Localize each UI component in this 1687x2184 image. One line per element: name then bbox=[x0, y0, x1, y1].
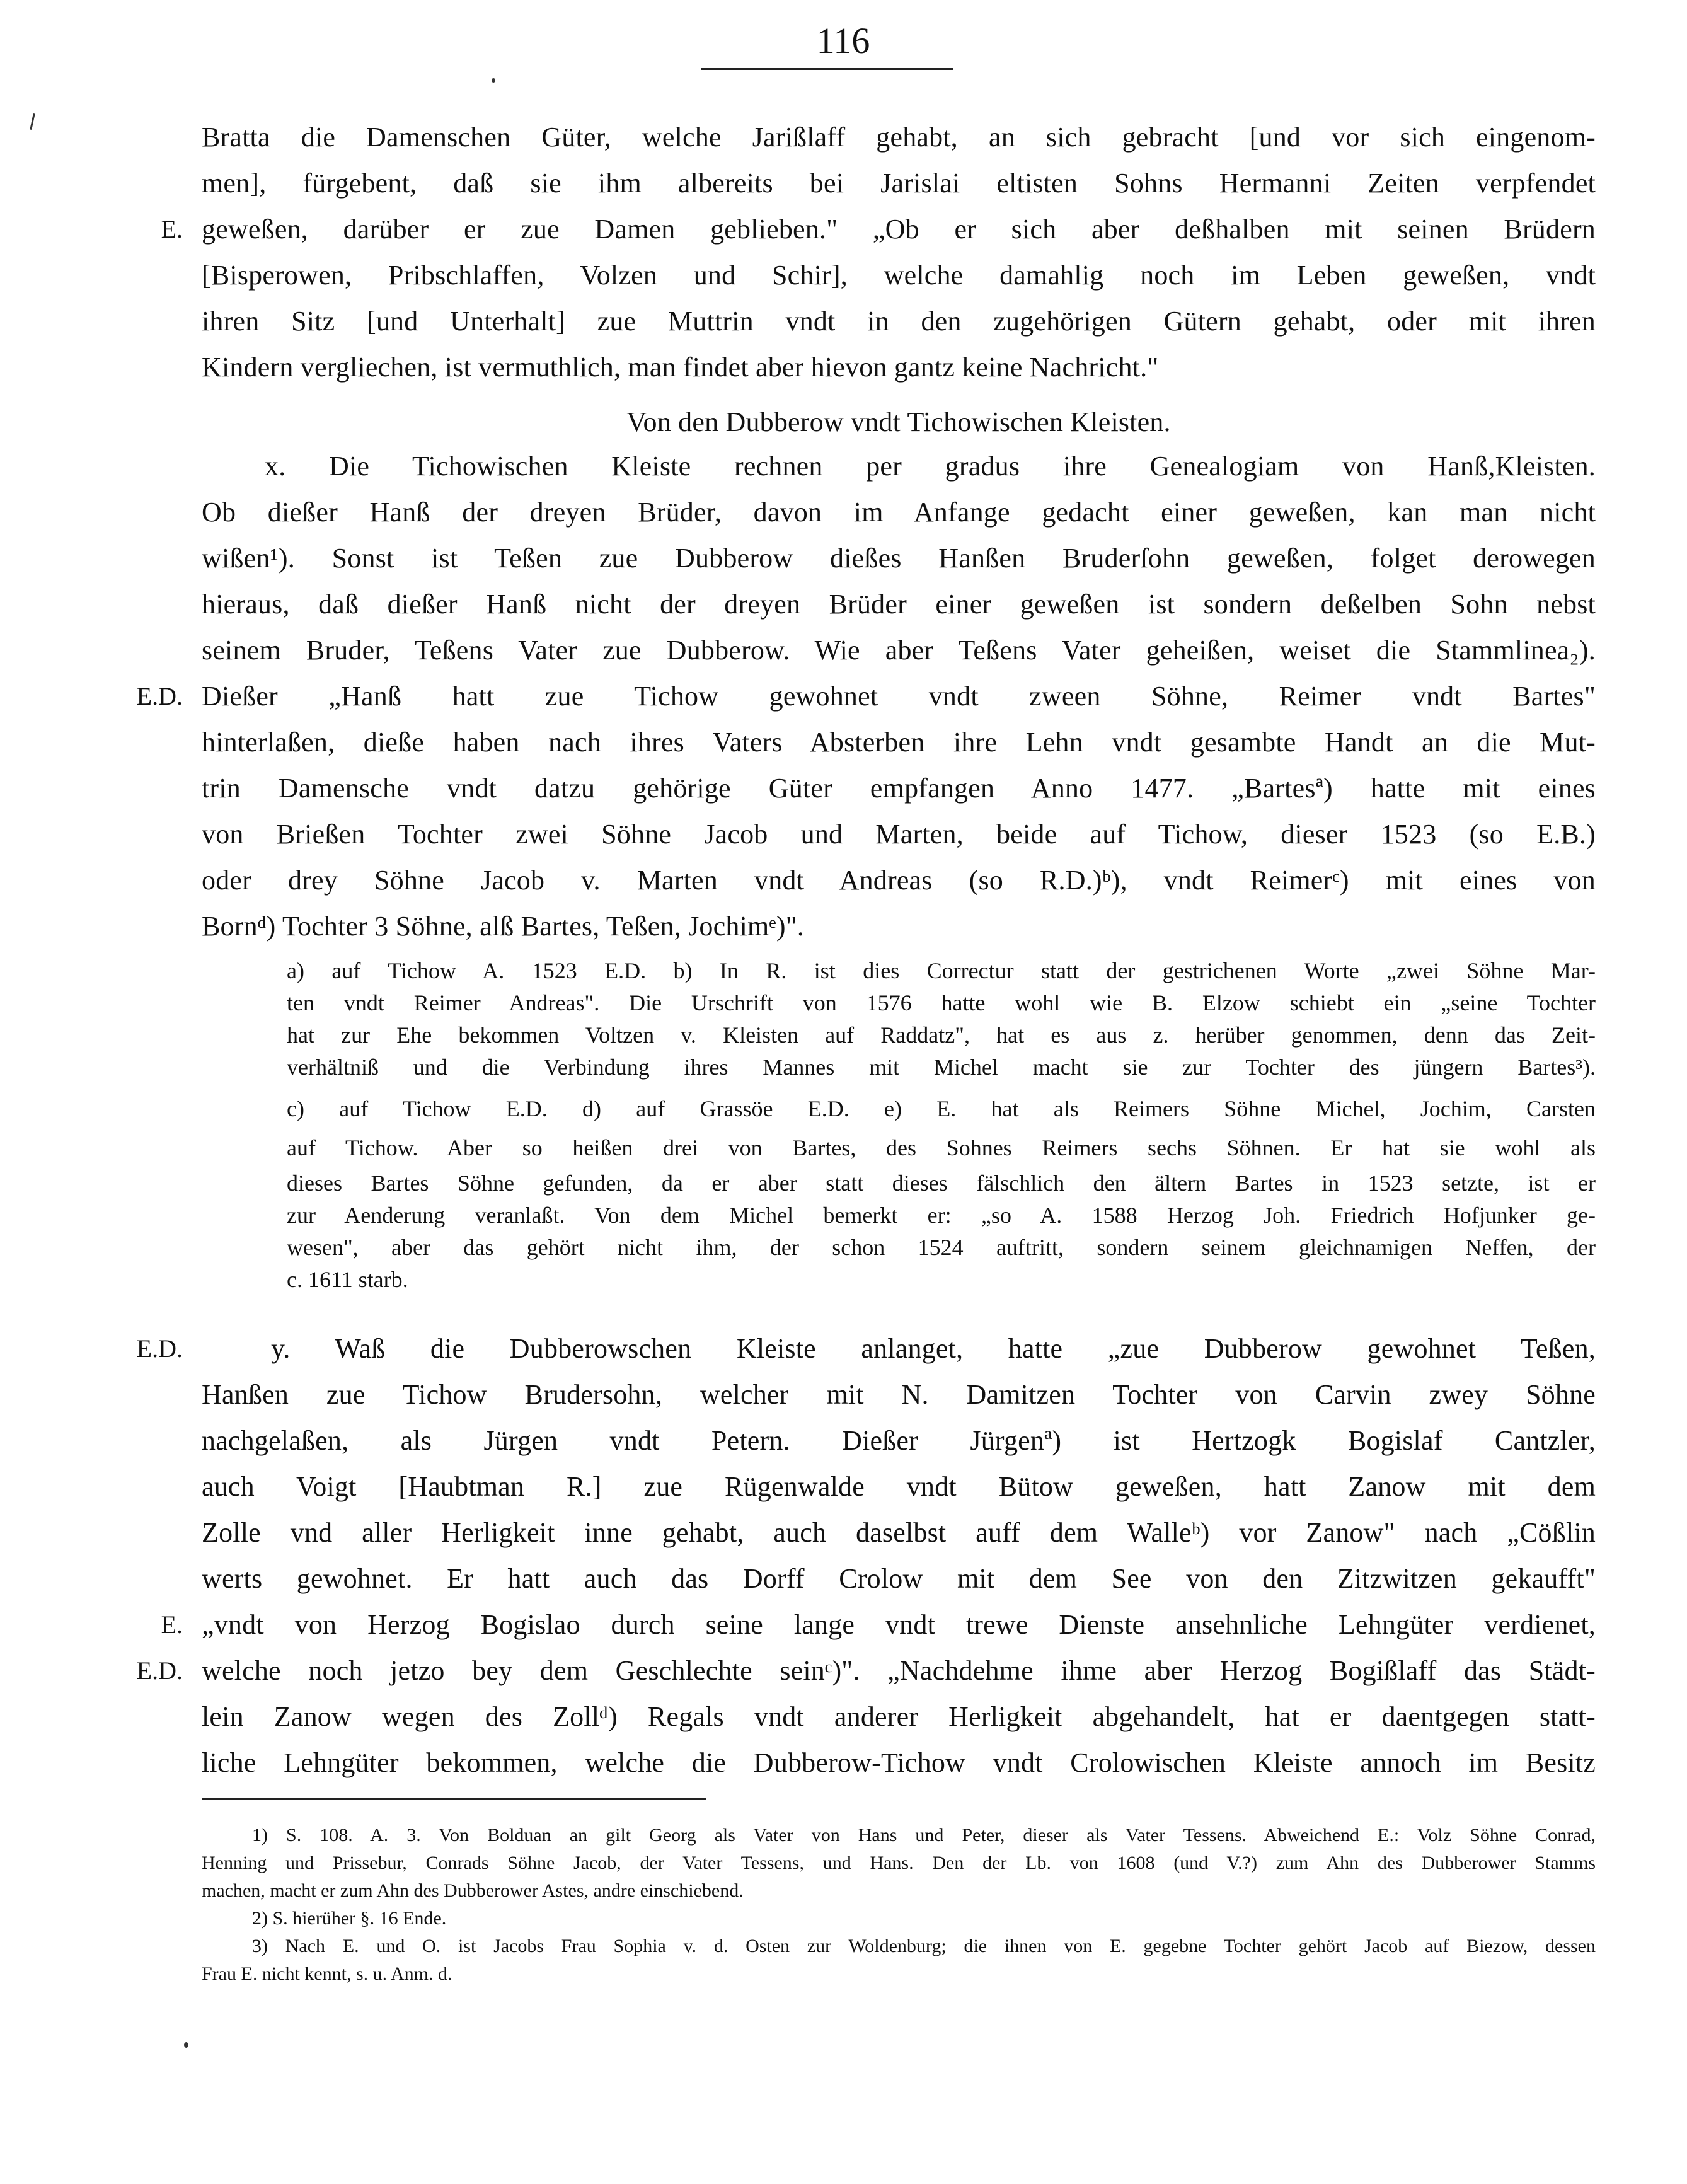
text-line: liche Lehngüter bekommen, welche die Dubberow-Tichow vndt Crolowischen Kleiste annoch im Besitz bbox=[202, 1747, 1596, 1778]
footnote-line: Henning und Prissebur, Conrads Söhne Jacob, der Vater Tessens, und Hans. Den der Lb. von 1608 (und V.?) zum Ahn des Dubberower Stamms bbox=[202, 1852, 1596, 1873]
text-line: y. Waß die Dubberowschen Kleiste anlanget, hatte „zue Dubberow gewohnet Teßen, bbox=[271, 1333, 1596, 1364]
footnote-line: 3) Nach E. und O. ist Jacobs Frau Sophia v. d. Osten zur Woldenburg; die ihnen von E. gegebne Tochter gehört Jacob auf Biezow, dessen bbox=[252, 1936, 1596, 1956]
text-line: x. Die Tichowischen Kleiste rechnen per gradus ihre Genealogiam von Hanß,Kleisten. bbox=[265, 451, 1596, 482]
note-line: ten vndt Reimer Andreas". Die Urschrift von 1576 hatte wohl wie B. Elzow schiebt ein „seine Tochter bbox=[287, 990, 1596, 1015]
text-line: nachgelaßen, als Jürgen vndt Petern. Dießer Jürgenª) ist Hertzogk Bogislaf Cantzler, bbox=[202, 1425, 1596, 1456]
footnote-line: 1) S. 108. A. 3. Von Bolduan an gilt Georg als Vater von Hans und Peter, dieser als Vater Tessens. Abweichend E.: Volz Söhne Conrad, bbox=[252, 1825, 1596, 1846]
text-line: oder drey Söhne Jacob v. Marten vndt Andreas (so R.D.)ᵇ), vndt Reimerᶜ) mit eines von bbox=[202, 865, 1596, 896]
text-line: trin Damensche vndt datzu gehörige Güter empfangen Anno 1477. „Bartesª) hatte mit eines bbox=[202, 773, 1596, 804]
margin-source-label: E.D. bbox=[136, 682, 183, 710]
note-line: c) auf Tichow E.D. d) auf Grassöe E.D. e) E. hat als Reimers Söhne Michel, Jochim, Carsten bbox=[287, 1096, 1596, 1121]
footnote-rule bbox=[202, 1798, 706, 1800]
footnote-line: machen, macht er zum Ahn des Dubberower Astes, andre einschiebend. bbox=[202, 1880, 744, 1901]
note-line: zur Aenderung veranlaßt. Von dem Michel bemerkt er: „so A. 1588 Herzog Joh. Friedrich Hofjunker ge- bbox=[287, 1203, 1596, 1228]
text-line: Hanßen zue Tichow Brudersohn, welcher mit N. Damitzen Tochter von Carvin zwey Söhne bbox=[202, 1379, 1596, 1410]
text-line: auch Voigt [Haubtman R.] zue Rügenwalde vndt Bütow geweßen, hatt Zanow mit dem bbox=[202, 1471, 1596, 1502]
margin-source-label: E.D. bbox=[136, 1334, 183, 1363]
text-line: Bratta die Damenschen Güter, welche Jarißlaff gehabt, an sich gebracht [und vor sich eingenom- bbox=[202, 122, 1596, 153]
note-line: c. 1611 starb. bbox=[287, 1267, 408, 1292]
section-heading: Von den Dubberow vndt Tichowischen Kleisten. bbox=[626, 407, 1171, 437]
note-line: wesen", aber das gehört nicht ihm, der schon 1524 auftritt, sondern seinem gleichnamigen Neffen, der bbox=[287, 1235, 1596, 1260]
text-line: men], fürgebent, daß sie ihm albereits bei Jarislai eltisten Sohns Hermanni Zeiten verpfendet bbox=[202, 168, 1596, 199]
text-line: Dießer „Hanß hatt zue Tichow gewohnet vndt zween Söhne, Reimer vndt Bartes" bbox=[202, 681, 1596, 712]
note-line: auf Tichow. Aber so heißen drei von Bartes, des Sohnes Reimers sechs Söhnen. Er hat sie wohl als bbox=[287, 1135, 1596, 1160]
text-line: lein Zanow wegen des Zollᵈ) Regals vndt anderer Herligkeit abgehandelt, hat er daentgegen statt- bbox=[202, 1701, 1596, 1732]
footnote-line: Frau E. nicht kennt, s. u. Anm. d. bbox=[202, 1963, 452, 1984]
text-line: Bornᵈ) Tochter 3 Söhne, alß Bartes, Teßen, Jochimᵉ)". bbox=[202, 911, 805, 942]
text-line: Kindern vergliechen, ist vermuthlich, man findet aber hievon gantz keine Nachricht." bbox=[202, 352, 1159, 383]
text-line: [Bisperowen, Pribschlaffen, Volzen und Schir], welche damahlig noch im Leben geweßen, vndt bbox=[202, 260, 1596, 291]
note-line: a) auf Tichow A. 1523 E.D. b) In R. ist dies Correctur statt der gestrichenen Worte „zwei Söhne Mar- bbox=[287, 958, 1596, 983]
text-line: von Brießen Tochter zwei Söhne Jacob und Marten, beide auf Tichow, dieser 1523 (so E.B.) bbox=[202, 819, 1596, 850]
scan-speck bbox=[184, 2042, 188, 2048]
note-line: verhältniß und die Verbindung ihres Mannes mit Michel macht sie zur Tochter des jüngern Bartes³). bbox=[287, 1054, 1596, 1080]
text-line: hinterlaßen, dieße haben nach ihres Vaters Absterben ihre Lehn vndt gesambte Handt an die Mut- bbox=[202, 727, 1596, 758]
margin-source-label: E.D. bbox=[136, 1656, 183, 1685]
text-line: hieraus, daß dießer Hanß nicht der dreyen Brüder einer geweßen ist sondern deßelben Sohn nebst bbox=[202, 589, 1596, 620]
margin-source-label: E. bbox=[161, 215, 183, 243]
text-line: ihren Sitz [und Unterhalt] zue Muttrin vndt in den zugehörigen Gütern gehabt, oder mit ihren bbox=[202, 306, 1596, 337]
scan-speck bbox=[30, 113, 35, 130]
header-rule bbox=[701, 68, 953, 70]
footnote-line: 2) S. hierüher §. 16 Ende. bbox=[252, 1908, 447, 1929]
text-line: wißen¹). Sonst ist Teßen zue Dubberow dießes Hanßen Bruderſohn geweßen, folget derowegen bbox=[202, 543, 1596, 574]
note-line: hat zur Ehe bekommen Voltzen v. Kleisten auf Raddatz", hat es aus z. herüber genommen, denn das Zeit- bbox=[287, 1022, 1596, 1048]
text-line: Zolle vnd aller Herligkeit inne gehabt, auch daselbst auff dem Walleᵇ) vor Zanow" nach „Cößlin bbox=[202, 1517, 1596, 1548]
margin-source-label: E. bbox=[161, 1610, 183, 1639]
text-line: Ob dießer Hanß der dreyen Brüder, davon im Anfange gedacht einer geweßen, kan man nicht bbox=[202, 497, 1596, 528]
text-line: werts gewohnet. Er hatt auch das Dorff Crolow mit dem See von den Zitzwitzen gekaufft" bbox=[202, 1563, 1596, 1594]
page-number: 116 bbox=[816, 20, 870, 61]
text-line: welche noch jetzo bey dem Geschlechte seinᶜ)". „Nachdehme ihme aber Herzog Bogißlaff das Städt- bbox=[202, 1655, 1596, 1686]
text-line: geweßen, darüber er zue Damen geblieben." „Ob er sich aber deßhalben mit seinen Brüdern bbox=[202, 214, 1596, 245]
text-line: „vndt von Herzog Bogislao durch seine lange vndt trewe Dienste ansehnliche Lehngüter verdienet, bbox=[202, 1609, 1596, 1640]
text-line: seinem Bruder, Teßens Vater zue Dubberow. Wie aber Teßens Vater geheißen, weiset die Stammlinea₂). bbox=[202, 635, 1596, 666]
note-line: dieses Bartes Söhne gefunden, da er aber statt dieses fälschlich den ältern Bartes in 1523 setzte, ist er bbox=[287, 1170, 1596, 1196]
scan-speck bbox=[492, 78, 495, 83]
